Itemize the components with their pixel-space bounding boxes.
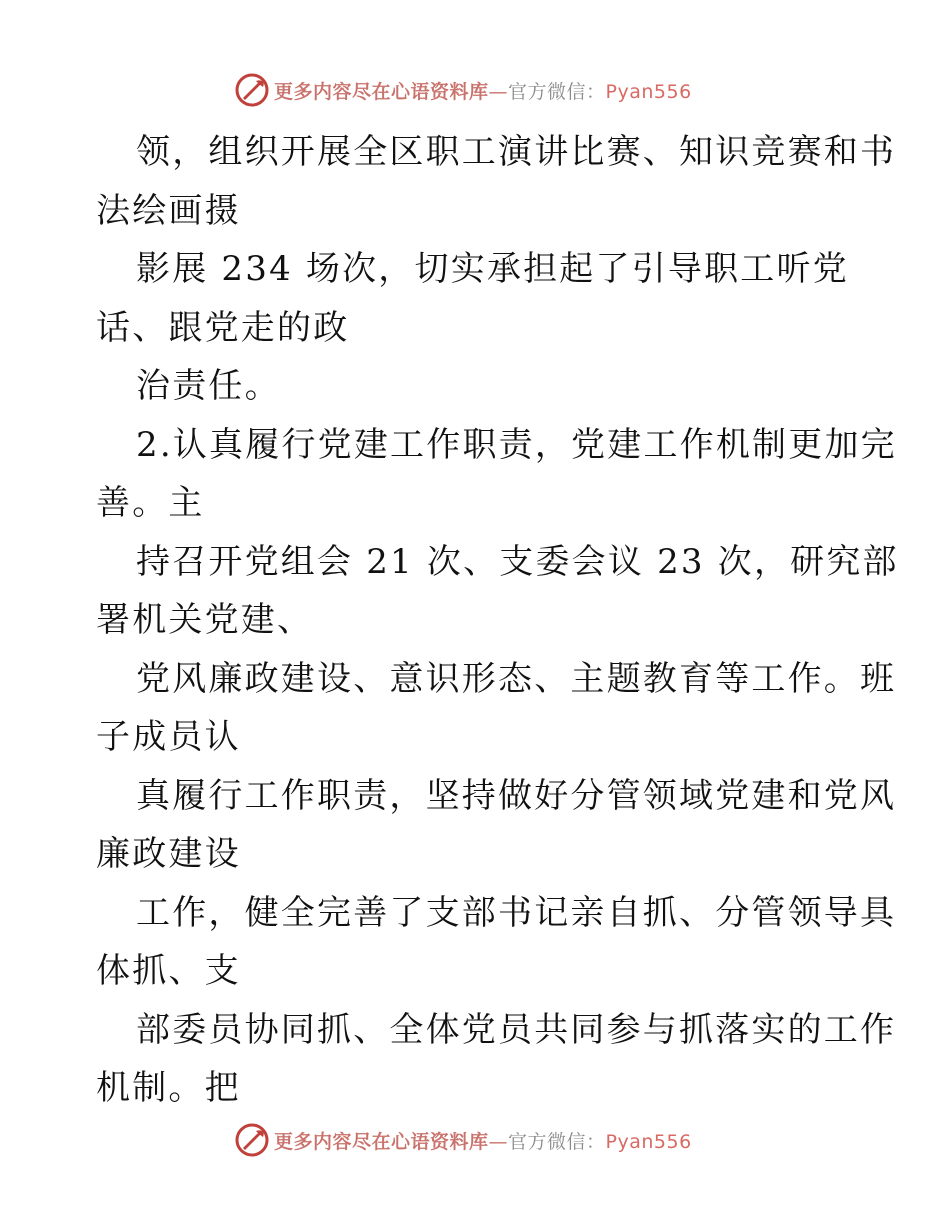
text-line: 工作，健全完善了支部书记亲自抓、分管领导具 [136, 892, 897, 933]
text-line: 子成员认 [96, 717, 241, 757]
quill-logo-icon [234, 72, 270, 108]
text-line: 党风廉政建设、意识形态、主题教育等工作。班 [136, 658, 897, 699]
header-watermark [234, 71, 734, 109]
watermark-brand: 更多内容尽在心语资料库 [274, 1130, 489, 1153]
watermark-label: 官方微信： [508, 80, 606, 103]
watermark-dash: — [488, 1130, 509, 1153]
text-line: 署机关党建、 [96, 600, 314, 640]
text-line: 真履行工作职责，坚持做好分管领域党建和党风 [136, 775, 897, 816]
watermark-text [274, 1127, 692, 1154]
watermark-id: Pyan556 [605, 1130, 692, 1153]
watermark-id: Pyan556 [605, 80, 692, 103]
body-text [96, 123, 899, 1118]
text-line: 体抓、支 [96, 951, 241, 991]
text-line: 话、跟党走的政 [96, 307, 350, 348]
text-line: 部委员协同抓、全体党员共同参与抓落实的工作 [136, 1009, 897, 1050]
quill-logo-icon [234, 1122, 270, 1158]
text-line: 影展 234 场次，切实承担起了引导职工听党 [136, 249, 849, 289]
watermark-brand: 更多内容尽在心语资料库 [274, 80, 489, 103]
watermark-text [274, 77, 692, 104]
text-line: 持召开党组会 21 次、支委会议 23 次，研究部 [136, 541, 899, 582]
text-line: 领，组织开展全区职工演讲比赛、知识竞赛和书 [136, 132, 897, 172]
watermark-dash: — [488, 80, 509, 103]
footer-watermark [234, 1121, 734, 1159]
text-line: 机制。把 [96, 1068, 241, 1108]
watermark-label: 官方微信： [508, 1130, 606, 1153]
text-line: 廉政建设 [96, 834, 241, 874]
text-line: 治责任。 [136, 366, 281, 406]
text-line: 2.认真履行党建工作职责，党建工作机制更加完 [136, 424, 897, 465]
text-line: 善。主 [96, 483, 205, 523]
text-line: 法绘画摄 [96, 190, 241, 231]
